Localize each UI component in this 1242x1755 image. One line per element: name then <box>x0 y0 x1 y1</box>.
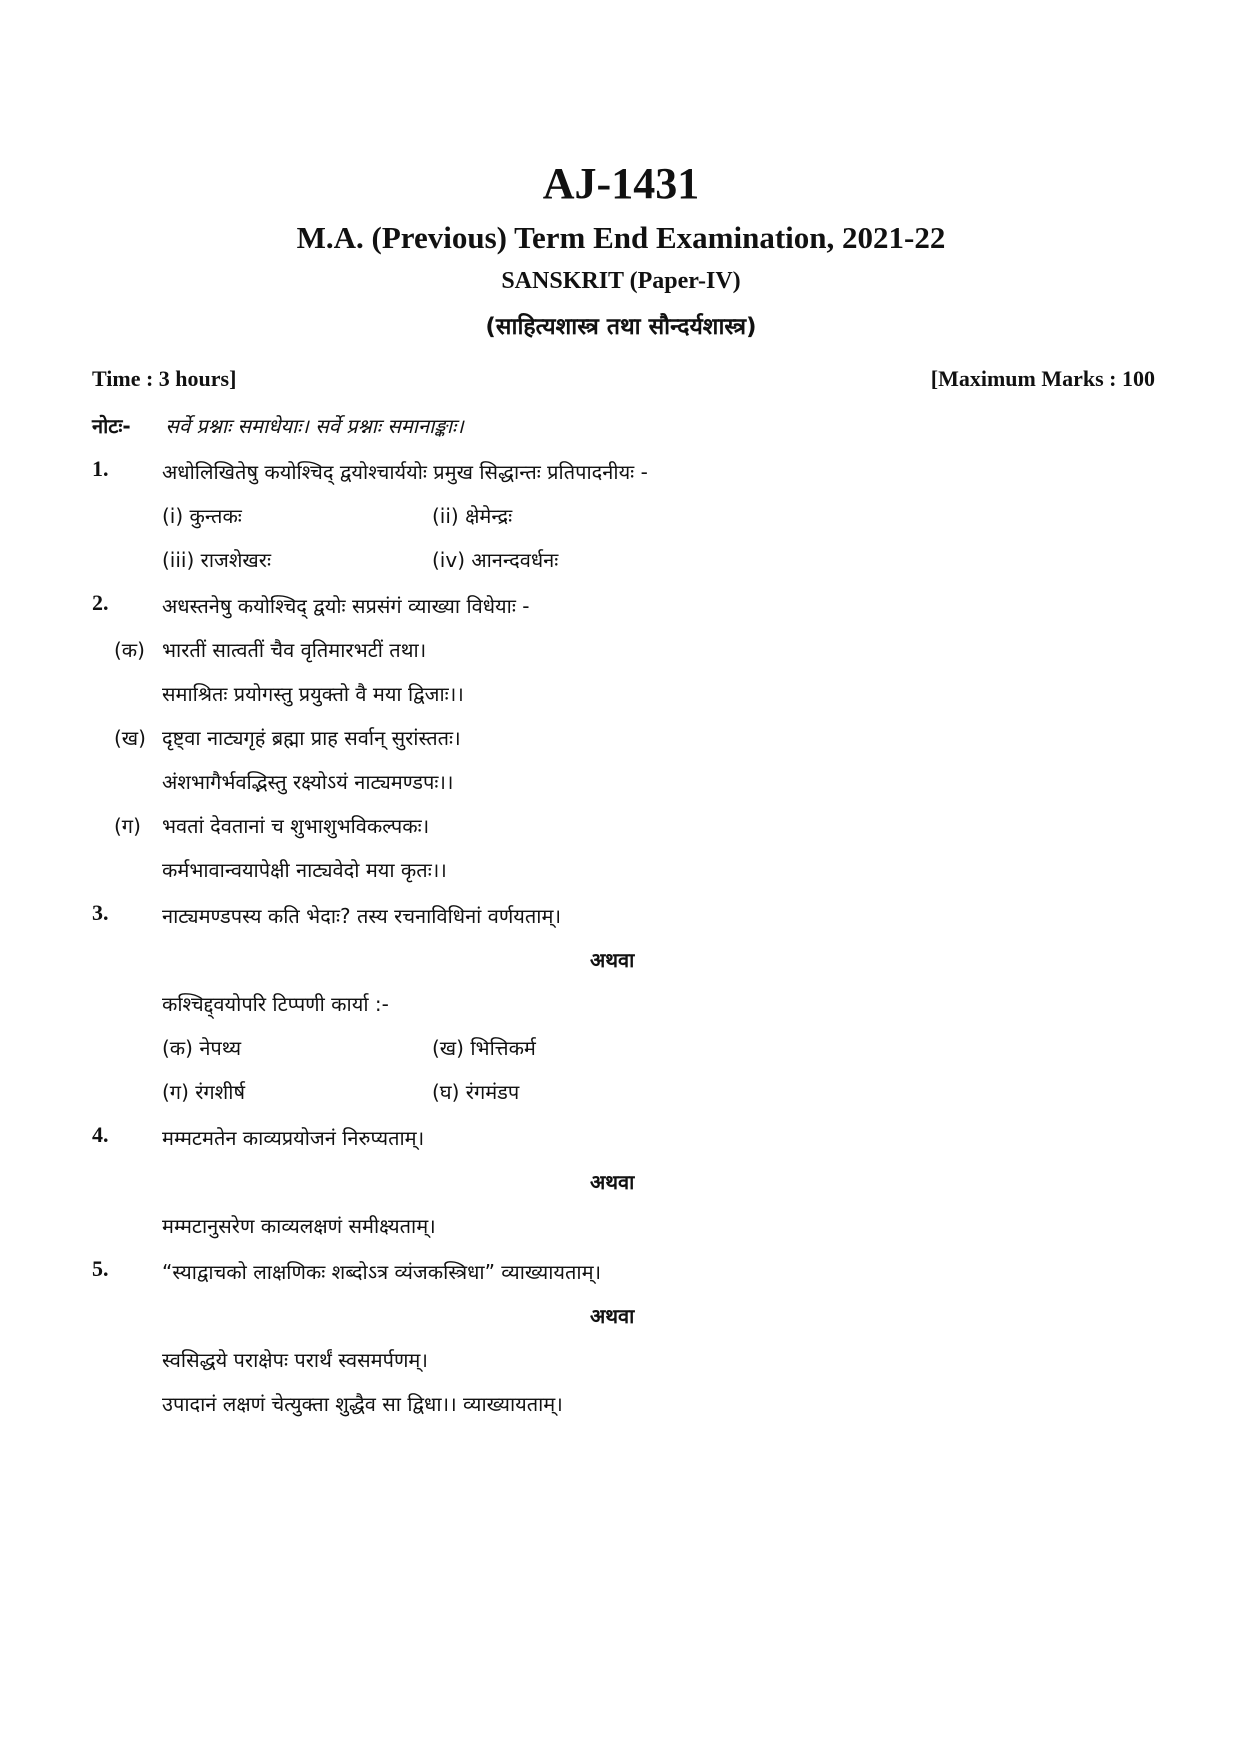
question-5-alternative-line-2: उपादानं लक्षणं चेत्युक्ता शुद्धैव सा द्विधा।। व्याख्यायताम्। <box>162 1392 563 1416</box>
note <box>92 412 464 439</box>
exam-title: M.A. (Previous) Term End Examination, 2021-22 <box>296 220 946 255</box>
paper-title: SANSKRIT (Paper-IV) <box>501 268 741 294</box>
question-5-or: अथवा <box>590 1304 635 1328</box>
question-3-number: 3. <box>92 900 109 925</box>
time-allowed: Time : 3 hours] <box>92 366 237 391</box>
question-1-option: (i) कुन्तकः <box>162 504 242 528</box>
question-1-option: (iii) राजशेखरः <box>162 548 272 572</box>
verse-ka-label: (क) <box>114 638 145 662</box>
question-3-option: (ग) रंगशीर्ष <box>162 1080 246 1104</box>
paper-code: AJ-1431 <box>542 159 700 208</box>
question-3-option: (घ) रंगमंडप <box>432 1080 520 1104</box>
question-5-number: 5. <box>92 1256 109 1281</box>
question-1-option: (ii) क्षेमेन्द्रः <box>432 504 513 528</box>
question-5-text: “स्याद्वाचको लाक्षणिकः शब्दोऽत्र व्यंजकस्त्रिधा” व्याख्यायताम्। <box>162 1260 602 1284</box>
question-2-number: 2. <box>92 590 109 615</box>
verse-kha-line-1: दृष्ट्वा नाट्यगृहं ब्रह्मा प्राह सर्वान् सुरांस्ततः। <box>162 726 461 750</box>
verse-ga-line-1: भवतां देवतानां च शुभाशुभविकल्पकः। <box>162 814 430 838</box>
verse-ka-line-1: भारतीं सात्वतीं चैव वृतिमारभटीं तथा। <box>162 638 427 662</box>
question-5-alternative-line-1: स्वसिद्धये पराक्षेपः परार्थं स्वसमर्पणम्। <box>162 1348 428 1372</box>
verse-kha-label: (ख) <box>114 726 146 750</box>
question-3-or: अथवा <box>590 948 635 972</box>
question-2-text: अधस्तनेषु कयोश्चिद् द्वयोः सप्रसंगं व्याख्या विधेयाः - <box>162 594 530 618</box>
question-3-text: नाट्यमण्डपस्य कति भेदाः? तस्य रचनाविधिनां वर्णयताम्। <box>162 904 562 928</box>
verse-kha-line-2: अंशभागैर्भवद्भिस्तु रक्ष्योऽयं नाट्यमण्डपः।। <box>162 770 454 794</box>
verse-ga-line-2: कर्मभावान्वयापेक्षी नाट्यवेदो मया कृतः।। <box>162 858 447 882</box>
verse-ka-line-2: समाश्रितः प्रयोगस्तु प्रयुक्तो वै मया द्विजाः।। <box>162 682 464 706</box>
verse-ga-label: (ग) <box>114 814 141 838</box>
question-3-option: (क) नेपथ्य <box>162 1036 242 1060</box>
note-label: नोटः- <box>92 414 131 438</box>
subject-title: (साहित्यशास्त्र तथा सौन्दर्यशास्त्र) <box>485 314 757 340</box>
maximum-marks: [Maximum Marks : 100 <box>930 366 1155 391</box>
question-4-alternative: मम्मटानुसरेण काव्यलक्षणं समीक्ष्यताम्। <box>162 1214 436 1238</box>
question-4-number: 4. <box>92 1122 109 1147</box>
question-3-option: (ख) भित्तिकर्म <box>432 1036 536 1060</box>
note-text: सर्वे प्रश्नाः समाधेयाः। सर्वे प्रश्नाः समानाङ्काः। <box>165 414 464 438</box>
question-4-or: अथवा <box>590 1170 635 1194</box>
question-4-text: मम्मटमतेन काव्यप्रयोजनं निरुप्यताम्। <box>162 1126 425 1150</box>
question-1-number: 1. <box>92 456 109 481</box>
question-1-text: अधोलिखितेषु कयोश्चिद् द्वयोश्चार्ययोः प्रमुख सिद्धान्तः प्रतिपादनीयः - <box>162 460 648 484</box>
question-1-option: (iv) आनन्दवर्धनः <box>432 548 559 572</box>
question-3-alternative: कश्चिद्द्वयोपरि टिप्पणी कार्या :- <box>162 992 389 1016</box>
